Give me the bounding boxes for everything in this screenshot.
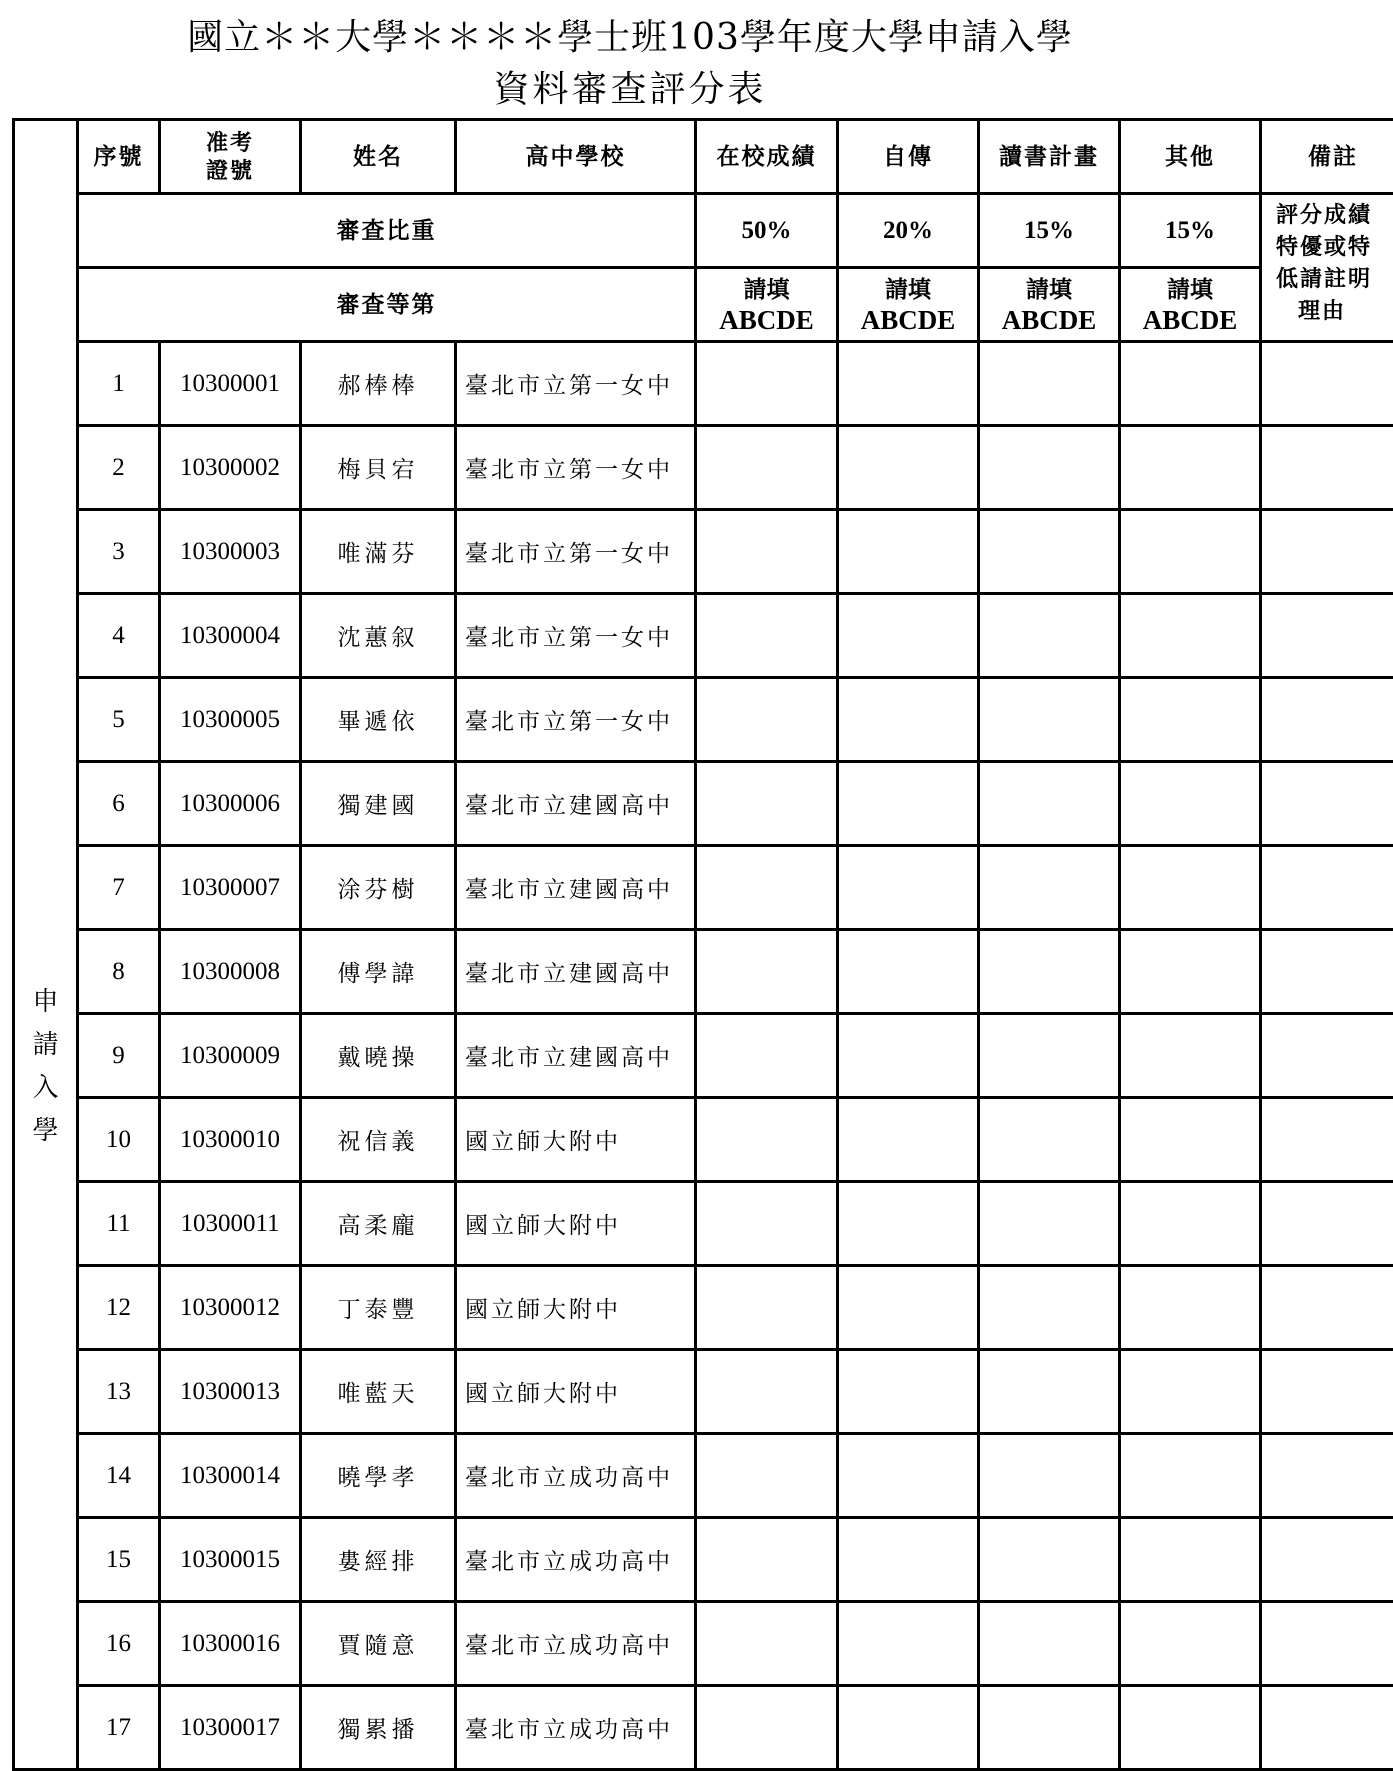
score-cell-other[interactable] (1120, 510, 1261, 594)
table-row (14, 678, 1393, 762)
row-seq: 14 (78, 1434, 160, 1518)
row-exam-no: 10300010 (160, 1098, 301, 1182)
row-seq: 2 (78, 426, 160, 510)
row-name: 郝棒棒 (301, 342, 456, 426)
row-school: 臺北市立成功高中 (456, 1602, 696, 1686)
table-row (14, 1350, 1393, 1434)
row-seq: 4 (78, 594, 160, 678)
row-name: 丁泰豐 (301, 1266, 456, 1350)
row-name: 畢遞依 (301, 678, 456, 762)
score-cell-other[interactable] (1120, 1098, 1261, 1182)
col-header-other: 其他 (1120, 120, 1261, 194)
row-seq: 1 (78, 342, 160, 426)
remarks-note (1261, 194, 1393, 342)
row-name: 高柔龐 (301, 1182, 456, 1266)
grade-instruction-scale: ABCDE (1121, 305, 1259, 336)
row-seq: 7 (78, 846, 160, 930)
row-name: 賈隨意 (301, 1602, 456, 1686)
score-cell-other[interactable] (1120, 930, 1261, 1014)
score-cell-remarks[interactable] (1261, 342, 1393, 426)
grade-instruction-scale: ABCDE (697, 305, 836, 336)
row-school: 臺北市立建國高中 (456, 846, 696, 930)
grade-label: 審查等第 (78, 268, 696, 342)
score-cell-remarks[interactable] (1261, 1434, 1393, 1518)
row-seq: 6 (78, 762, 160, 846)
score-cell-study-plan[interactable] (979, 510, 1120, 594)
grade-instruction-text: 請填 (1121, 274, 1259, 305)
grade-row (14, 268, 1393, 342)
row-exam-no: 10300002 (160, 426, 301, 510)
score-cell-autobiography[interactable] (838, 1518, 979, 1602)
row-school: 臺北市立第一女中 (456, 510, 696, 594)
weight-value: 15% (979, 194, 1120, 268)
score-cell-study-plan[interactable] (979, 1602, 1120, 1686)
score-cell-remarks[interactable] (1261, 846, 1393, 930)
table-row (14, 1518, 1393, 1602)
score-cell-autobiography[interactable] (838, 1182, 979, 1266)
row-exam-no: 10300014 (160, 1434, 301, 1518)
weight-label: 審查比重 (78, 194, 696, 268)
score-cell-study-plan[interactable] (979, 1350, 1120, 1434)
score-cell-other[interactable] (1120, 1518, 1261, 1602)
row-name: 唯滿芬 (301, 510, 456, 594)
score-cell-autobiography[interactable] (838, 1266, 979, 1350)
grade-instruction-text: 請填 (697, 274, 836, 305)
row-school: 臺北市立建國高中 (456, 1014, 696, 1098)
weight-value: 15% (1120, 194, 1261, 268)
row-school: 臺北市立第一女中 (456, 426, 696, 510)
row-name: 戴曉操 (301, 1014, 456, 1098)
score-cell-grades[interactable] (696, 846, 838, 930)
score-cell-autobiography[interactable] (838, 846, 979, 930)
table-row (14, 1182, 1393, 1266)
score-cell-remarks[interactable] (1261, 1014, 1393, 1098)
table-row (14, 426, 1393, 510)
row-exam-no: 10300015 (160, 1518, 301, 1602)
row-exam-no: 10300005 (160, 678, 301, 762)
form-subtitle: 資料審查評分表 (40, 68, 1220, 112)
row-school: 國立師大附中 (456, 1350, 696, 1434)
row-school: 臺北市立建國高中 (456, 930, 696, 1014)
score-cell-other[interactable] (1120, 1350, 1261, 1434)
score-cell-remarks[interactable] (1261, 1686, 1393, 1770)
table-row (14, 1686, 1393, 1770)
table-row (14, 1098, 1393, 1182)
score-cell-grades[interactable] (696, 1518, 838, 1602)
row-seq: 11 (78, 1182, 160, 1266)
grade-instruction (696, 268, 838, 342)
score-cell-autobiography[interactable] (838, 426, 979, 510)
col-header-study-plan: 讀書計畫 (979, 120, 1120, 194)
score-cell-other[interactable] (1120, 1602, 1261, 1686)
row-exam-no: 10300011 (160, 1182, 301, 1266)
row-exam-no: 10300013 (160, 1350, 301, 1434)
remarks-note-line: 理由 (1276, 295, 1393, 327)
score-cell-study-plan[interactable] (979, 930, 1120, 1014)
score-cell-other[interactable] (1120, 1266, 1261, 1350)
score-cell-remarks[interactable] (1261, 1602, 1393, 1686)
score-cell-study-plan[interactable] (979, 846, 1120, 930)
row-name: 獨累播 (301, 1686, 456, 1770)
remarks-note-line: 評分成績 (1276, 199, 1393, 231)
score-cell-study-plan[interactable] (979, 1182, 1120, 1266)
score-cell-other[interactable] (1120, 1686, 1261, 1770)
row-name: 婁經排 (301, 1518, 456, 1602)
score-cell-autobiography[interactable] (838, 594, 979, 678)
side-label-char: 申 (31, 981, 61, 1024)
table-row (14, 1602, 1393, 1686)
score-cell-other[interactable] (1120, 342, 1261, 426)
score-cell-remarks[interactable] (1261, 594, 1393, 678)
grade-instruction (1120, 268, 1261, 342)
score-cell-autobiography[interactable] (838, 342, 979, 426)
remarks-note-line: 特優或特 (1276, 231, 1393, 263)
table-row (14, 1266, 1393, 1350)
table-row (14, 846, 1393, 930)
row-name: 梅貝宕 (301, 426, 456, 510)
score-cell-study-plan[interactable] (979, 342, 1120, 426)
row-seq: 16 (78, 1602, 160, 1686)
score-cell-remarks[interactable] (1261, 1098, 1393, 1182)
row-school: 國立師大附中 (456, 1098, 696, 1182)
score-cell-autobiography[interactable] (838, 1434, 979, 1518)
row-name: 唯藍天 (301, 1350, 456, 1434)
score-cell-grades[interactable] (696, 1350, 838, 1434)
score-cell-study-plan[interactable] (979, 1266, 1120, 1350)
table-row (14, 1434, 1393, 1518)
score-cell-grades[interactable] (696, 342, 838, 426)
score-cell-grades[interactable] (696, 762, 838, 846)
row-name: 獨建國 (301, 762, 456, 846)
row-school: 臺北市立第一女中 (456, 342, 696, 426)
row-school: 臺北市立第一女中 (456, 678, 696, 762)
score-cell-grades[interactable] (696, 678, 838, 762)
score-cell-remarks[interactable] (1261, 1518, 1393, 1602)
grade-instruction (838, 268, 979, 342)
row-seq: 17 (78, 1686, 160, 1770)
row-school: 臺北市立成功高中 (456, 1518, 696, 1602)
row-exam-no: 10300006 (160, 762, 301, 846)
row-seq: 3 (78, 510, 160, 594)
score-cell-autobiography[interactable] (838, 930, 979, 1014)
score-cell-study-plan[interactable] (979, 1098, 1120, 1182)
table-row (14, 1014, 1393, 1098)
score-cell-autobiography[interactable] (838, 678, 979, 762)
grade-instruction-scale: ABCDE (980, 305, 1118, 336)
score-cell-autobiography[interactable] (838, 510, 979, 594)
row-exam-no: 10300008 (160, 930, 301, 1014)
score-cell-grades[interactable] (696, 1182, 838, 1266)
col-header-name: 姓名 (301, 120, 456, 194)
col-header-grades: 在校成績 (696, 120, 838, 194)
score-cell-study-plan[interactable] (979, 678, 1120, 762)
header-row (14, 120, 1393, 194)
score-cell-grades[interactable] (696, 426, 838, 510)
score-cell-remarks[interactable] (1261, 1350, 1393, 1434)
score-cell-study-plan[interactable] (979, 1014, 1120, 1098)
score-cell-remarks[interactable] (1261, 762, 1393, 846)
row-exam-no: 10300007 (160, 846, 301, 930)
row-seq: 5 (78, 678, 160, 762)
score-cell-autobiography[interactable] (838, 762, 979, 846)
score-cell-grades[interactable] (696, 1686, 838, 1770)
score-cell-grades[interactable] (696, 1014, 838, 1098)
score-cell-remarks[interactable] (1261, 510, 1393, 594)
row-exam-no: 10300009 (160, 1014, 301, 1098)
score-cell-autobiography[interactable] (838, 1686, 979, 1770)
row-seq: 15 (78, 1518, 160, 1602)
row-name: 曉學孝 (301, 1434, 456, 1518)
score-cell-remarks[interactable] (1261, 426, 1393, 510)
row-school: 國立師大附中 (456, 1182, 696, 1266)
row-school: 國立師大附中 (456, 1266, 696, 1350)
side-label-char: 入 (31, 1067, 61, 1110)
score-cell-grades[interactable] (696, 1602, 838, 1686)
grade-instruction-text: 請填 (839, 274, 977, 305)
score-cell-other[interactable] (1120, 426, 1261, 510)
table-row (14, 762, 1393, 846)
row-seq: 13 (78, 1350, 160, 1434)
row-exam-no: 10300012 (160, 1266, 301, 1350)
row-school: 臺北市立第一女中 (456, 594, 696, 678)
row-school: 臺北市立成功高中 (456, 1686, 696, 1770)
score-cell-grades[interactable] (696, 930, 838, 1014)
score-cell-study-plan[interactable] (979, 762, 1120, 846)
col-header-seq: 序號 (78, 120, 160, 194)
row-school: 臺北市立成功高中 (456, 1434, 696, 1518)
row-name: 沈蕙叙 (301, 594, 456, 678)
row-seq: 10 (78, 1098, 160, 1182)
score-cell-grades[interactable] (696, 1098, 838, 1182)
score-cell-other[interactable] (1120, 1014, 1261, 1098)
row-exam-no: 10300003 (160, 510, 301, 594)
score-cell-autobiography[interactable] (838, 1014, 979, 1098)
side-label-cell (14, 120, 78, 1770)
table-row (14, 594, 1393, 678)
table-row (14, 930, 1393, 1014)
score-cell-other[interactable] (1120, 678, 1261, 762)
row-exam-no: 10300017 (160, 1686, 301, 1770)
side-label (31, 121, 61, 1153)
score-cell-study-plan[interactable] (979, 426, 1120, 510)
remarks-note-line: 低請註明 (1276, 263, 1393, 295)
score-cell-study-plan[interactable] (979, 1434, 1120, 1518)
weight-value: 50% (696, 194, 838, 268)
score-cell-study-plan[interactable] (979, 594, 1120, 678)
row-exam-no: 10300004 (160, 594, 301, 678)
score-cell-grades[interactable] (696, 594, 838, 678)
row-seq: 12 (78, 1266, 160, 1350)
score-cell-other[interactable] (1120, 1182, 1261, 1266)
row-seq: 8 (78, 930, 160, 1014)
row-seq: 9 (78, 1014, 160, 1098)
col-header-autobiography: 自傳 (838, 120, 979, 194)
weight-value: 20% (838, 194, 979, 268)
row-name: 傅學諱 (301, 930, 456, 1014)
grade-instruction-scale: ABCDE (839, 305, 977, 336)
form-title: 國立＊＊大學＊＊＊＊學士班103學年度大學申請入學 (40, 16, 1220, 60)
col-header-exam-no-line2: 證號 (161, 157, 299, 185)
row-exam-no: 10300016 (160, 1602, 301, 1686)
score-cell-study-plan[interactable] (979, 1518, 1120, 1602)
score-cell-autobiography[interactable] (838, 1098, 979, 1182)
row-school: 臺北市立建國高中 (456, 762, 696, 846)
score-cell-study-plan[interactable] (979, 1686, 1120, 1770)
score-cell-autobiography[interactable] (838, 1602, 979, 1686)
weight-row (14, 194, 1393, 268)
score-cell-remarks[interactable] (1261, 1182, 1393, 1266)
score-cell-remarks[interactable] (1261, 1266, 1393, 1350)
col-header-school: 高中學校 (456, 120, 696, 194)
col-header-remarks: 備註 (1261, 120, 1393, 194)
score-cell-grades[interactable] (696, 510, 838, 594)
grade-instruction-text: 請填 (980, 274, 1118, 305)
score-cell-remarks[interactable] (1261, 930, 1393, 1014)
side-label-char: 請 (31, 1024, 61, 1067)
col-header-exam-no (160, 120, 301, 194)
side-label-char: 學 (31, 1110, 61, 1153)
score-cell-other[interactable] (1120, 846, 1261, 930)
score-cell-remarks[interactable] (1261, 678, 1393, 762)
table-row (14, 510, 1393, 594)
score-cell-grades[interactable] (696, 1266, 838, 1350)
row-name: 祝信義 (301, 1098, 456, 1182)
row-name: 涂芬樹 (301, 846, 456, 930)
review-score-table (12, 118, 1393, 1771)
score-cell-other[interactable] (1120, 762, 1261, 846)
score-cell-grades[interactable] (696, 1434, 838, 1518)
score-cell-other[interactable] (1120, 1434, 1261, 1518)
grade-instruction (979, 268, 1120, 342)
score-cell-autobiography[interactable] (838, 1350, 979, 1434)
table-row (14, 342, 1393, 426)
row-exam-no: 10300001 (160, 342, 301, 426)
col-header-exam-no-line1: 准考 (161, 129, 299, 157)
score-cell-other[interactable] (1120, 594, 1261, 678)
